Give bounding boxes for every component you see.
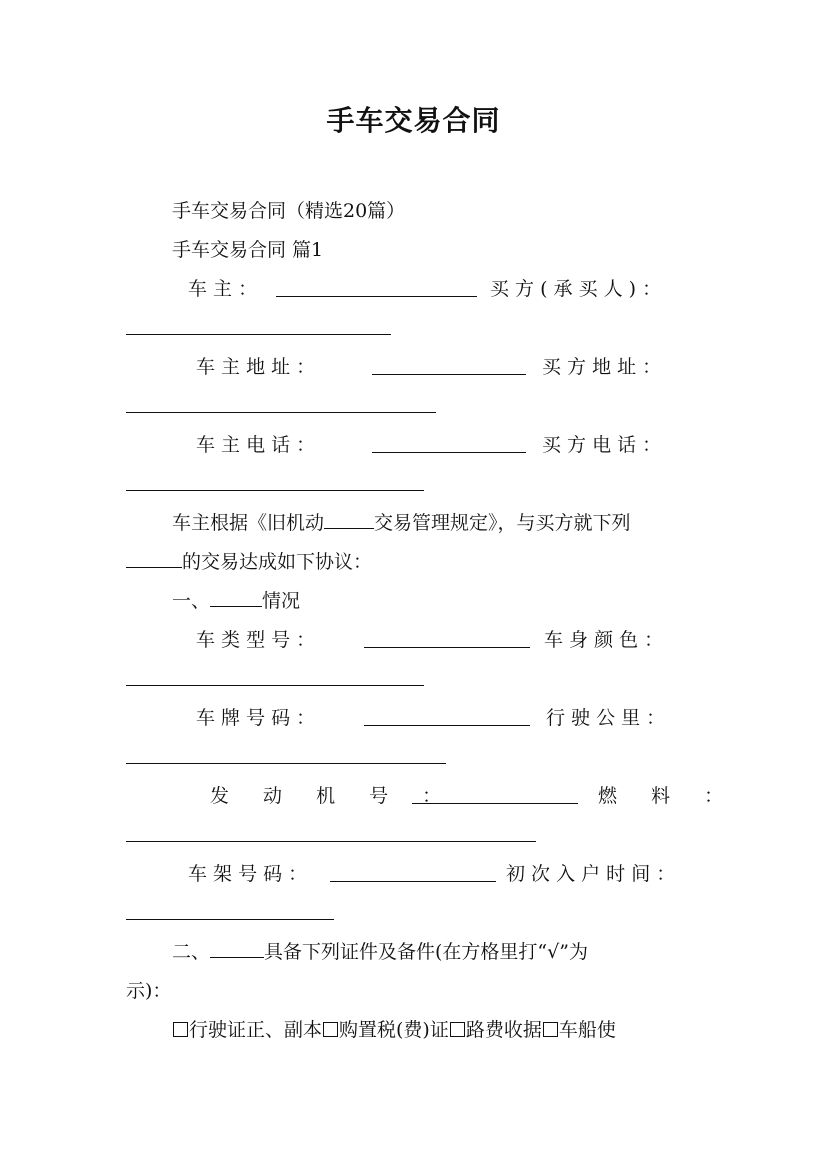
para1-part-c: 的交易达成如下协议：: [182, 551, 373, 573]
engine-blank[interactable]: [412, 803, 578, 804]
checklist-item-vessel-tax: 车船使: [558, 1019, 616, 1041]
plate-label: 车 牌 号 码 ：: [196, 707, 316, 729]
checkbox-vessel-tax[interactable]: [543, 1022, 558, 1037]
mileage-label: 行 驶 公 里 ：: [546, 707, 666, 729]
item1-suffix: 情况: [262, 590, 301, 612]
item-2-heading: [172, 939, 588, 965]
checkbox-license[interactable]: [173, 1022, 188, 1037]
engine-label: 发 动 机 号 ：: [210, 785, 456, 807]
model-blank[interactable]: [364, 647, 530, 648]
frame-label: 车 架 号 码 ：: [188, 863, 308, 885]
para1-part-b: 交易管理规定》，与买方就下列: [374, 512, 631, 534]
register-label: 初 次 入 户 时 间 ：: [506, 863, 676, 885]
owner-blank[interactable]: [276, 296, 477, 297]
item1-blank[interactable]: [210, 588, 262, 607]
mileage-blank[interactable]: [126, 763, 446, 764]
document-checklist: [172, 1017, 616, 1043]
fuel-label: 燃 料 ：: [598, 785, 738, 807]
checkbox-purchase-tax[interactable]: [323, 1022, 338, 1037]
checklist-item-license: 行驶证正、副本: [189, 1019, 323, 1041]
item2-prefix: 二、: [172, 941, 211, 963]
checklist-item-road-fee: 路费收据: [465, 1019, 542, 1041]
owner-address-blank[interactable]: [372, 374, 526, 375]
buyer-phone-blank[interactable]: [126, 490, 424, 491]
owner-phone-blank[interactable]: [372, 452, 526, 453]
owner-label: 车 主 ：: [188, 278, 258, 300]
document-title: 手车交易合同: [326, 104, 501, 137]
intro-line: 手车交易合同（精选20篇）: [172, 200, 406, 222]
color-label: 车 身 颜 色 ：: [544, 629, 664, 651]
register-blank[interactable]: [126, 919, 334, 920]
owner-phone-label: 车 主 电 话 ：: [196, 434, 316, 456]
frame-blank[interactable]: [330, 881, 496, 882]
plate-blank[interactable]: [364, 725, 530, 726]
item2-suffix: 具备下列证件及备件(在方格里打“√”为: [264, 941, 588, 963]
owner-address-label: 车 主 地 址 ：: [196, 356, 316, 378]
buyer-address-label: 买 方 地 址 ：: [542, 356, 662, 378]
buyer-address-blank[interactable]: [126, 412, 436, 413]
item2-blank[interactable]: [210, 939, 264, 958]
buyer-blank[interactable]: [126, 334, 391, 335]
item1-prefix: 一、: [172, 590, 211, 612]
paragraph-line-1: [172, 510, 631, 536]
fuel-blank[interactable]: [126, 841, 536, 842]
model-label: 车 类 型 号 ：: [196, 629, 316, 651]
section-heading: 手车交易合同 篇1: [172, 239, 324, 261]
paragraph-line-2: [126, 549, 372, 575]
para1-part-a: 车主根据《旧机动: [172, 512, 325, 534]
para1-blank-2[interactable]: [126, 549, 182, 568]
color-blank[interactable]: [126, 685, 424, 686]
item-2-continuation: 示)：: [126, 980, 172, 1002]
checkbox-road-fee[interactable]: [450, 1022, 465, 1037]
item-1-heading: [172, 588, 300, 614]
buyer-label: 买 方 ( 承 买 人 ) ：: [490, 278, 662, 300]
checklist-item-purchase-tax: 购置税(费)证: [339, 1019, 449, 1041]
buyer-phone-label: 买 方 电 话 ：: [542, 434, 662, 456]
para1-blank-1[interactable]: [324, 510, 374, 529]
